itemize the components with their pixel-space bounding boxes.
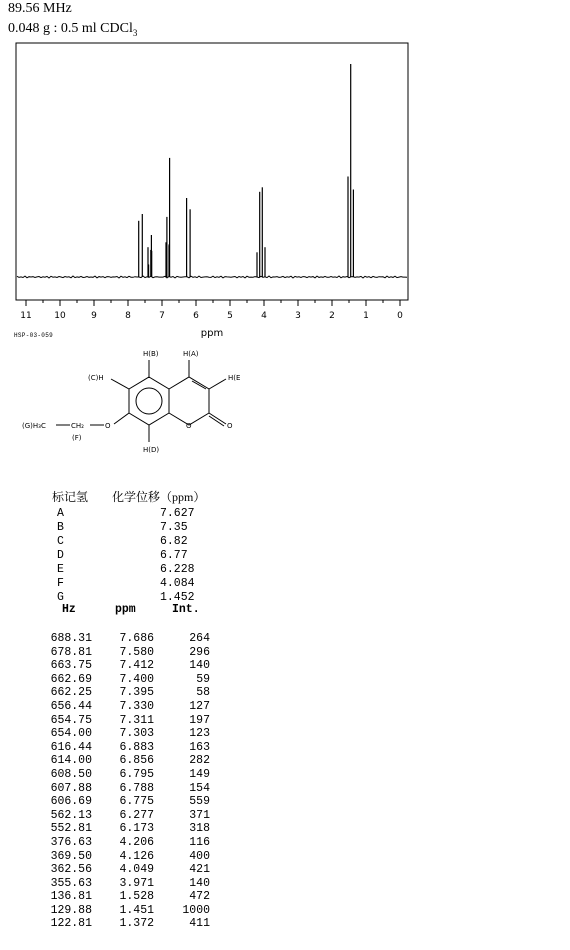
peak-ppm: 6.173: [119, 822, 154, 836]
sample-info-subscript: 3: [132, 27, 138, 38]
peak-ppm: 7.303: [119, 727, 154, 741]
x-tick-label: 9: [91, 311, 97, 321]
peak-ppm: 7.330: [119, 699, 154, 713]
peak-hz: 663.75: [50, 659, 92, 673]
col-ppm: ppm: [115, 603, 136, 616]
label-hd: H(D): [143, 446, 160, 454]
peak-row: [0, 917, 230, 931]
assignment-shift: 6.228: [160, 563, 195, 576]
assignment-label: C: [57, 535, 64, 548]
bond-carbonyl: [209, 413, 226, 424]
peak-row: [0, 890, 230, 904]
assignment-label: D: [57, 549, 64, 562]
assignment-label: G: [57, 591, 64, 604]
structure-labels: [22, 350, 240, 454]
peak-int: 59: [196, 672, 210, 686]
peak-int: 154: [189, 781, 210, 795]
bond-he: [209, 379, 226, 389]
x-tick-label: 1: [363, 311, 369, 321]
peak-hz: 136.81: [50, 890, 92, 904]
assignment-row: [57, 549, 207, 563]
spectrum-code: HSP-03-059: [14, 332, 54, 339]
peak-hz: 654.75: [50, 713, 92, 727]
peak-ppm: 3.971: [119, 876, 154, 890]
label-hc: (C)H: [88, 374, 104, 382]
peak-row: [0, 850, 230, 864]
peak-int: 559: [189, 795, 210, 809]
assignment-shift: 4.084: [160, 577, 195, 590]
peak-hz: 608.50: [50, 767, 92, 781]
label-ch2: CH₂: [71, 422, 84, 430]
peak-hz: 688.31: [50, 632, 92, 645]
peak-ppm: 6.775: [119, 795, 154, 809]
peak-row: [0, 646, 230, 660]
peak-row: [0, 795, 230, 809]
peak-table: [0, 632, 230, 931]
assignment-row: [57, 521, 207, 535]
assignment-table: [57, 507, 207, 605]
peak-ppm: 7.580: [119, 645, 154, 659]
peak-hz: 562.13: [50, 808, 92, 822]
peak-row: [0, 836, 230, 850]
peak-int: 197: [189, 713, 210, 727]
peak-row: [0, 673, 230, 687]
peak-ppm: 6.788: [119, 781, 154, 795]
assignment-header: [52, 488, 206, 505]
pyranone-ring: [169, 377, 209, 425]
peak-row: [0, 686, 230, 700]
peak-ppm: 1.372: [119, 917, 154, 931]
peak-hz: 678.81: [50, 645, 92, 659]
bond-ether: [114, 413, 129, 424]
x-axis-tick-labels: [20, 311, 403, 321]
peak-ppm: 4.126: [119, 849, 154, 863]
peak-hz: 355.63: [50, 876, 92, 890]
peak-int: 127: [189, 699, 210, 713]
x-tick-label: 3: [295, 311, 301, 321]
double-bond-inner: [192, 381, 206, 389]
peak-hz: 656.44: [50, 699, 92, 713]
peak-ppm: 6.795: [119, 767, 154, 781]
peak-ppm: 4.206: [119, 835, 154, 849]
peak-ppm: 7.395: [119, 686, 154, 700]
peak-row: [0, 754, 230, 768]
peak-hz: 654.00: [50, 727, 92, 741]
peak-row: [0, 822, 230, 836]
assignment-col-shift: 化学位移（ppm）: [112, 490, 206, 504]
peak-int: 282: [189, 754, 210, 768]
x-axis-ticks: [26, 300, 400, 306]
plot-frame: [16, 43, 408, 300]
peak-row: [0, 714, 230, 728]
assignment-label: F: [57, 577, 64, 590]
peak-hz: 122.81: [50, 917, 92, 931]
peak-int: 140: [189, 876, 210, 890]
x-tick-label: 4: [261, 311, 267, 321]
peak-ppm: 1.528: [119, 890, 154, 904]
assignment-col-label: 标记氢: [52, 490, 89, 504]
peak-int: 140: [189, 659, 210, 673]
peak-ppm: 7.686: [119, 632, 154, 645]
assignment-label: A: [57, 507, 64, 520]
peak-ppm: 7.400: [119, 672, 154, 686]
peak-ppm: 6.883: [119, 740, 154, 754]
label-he: H(E: [228, 374, 241, 382]
assignment-shift: 6.82: [160, 535, 188, 548]
peak-ppm: 7.311: [119, 713, 154, 727]
peak-hz: 614.00: [50, 754, 92, 768]
assignment-row: [57, 563, 207, 577]
peak-int: 264: [189, 632, 210, 645]
col-hz: Hz: [62, 603, 76, 616]
assignment-row: [57, 535, 207, 549]
x-tick-label: 10: [54, 311, 66, 321]
aromatic-circle: [136, 388, 162, 414]
peak-hz: 662.69: [50, 672, 92, 686]
peak-row: [0, 877, 230, 891]
x-tick-label: 2: [329, 311, 335, 321]
peak-hz: 662.25: [50, 686, 92, 700]
peak-ppm: 6.856: [119, 754, 154, 768]
peak-row: [0, 863, 230, 877]
label-f: (F): [72, 434, 82, 442]
peak-row: [0, 727, 230, 741]
peak-ppm: 1.451: [119, 903, 154, 917]
peak-hz: 607.88: [50, 781, 92, 795]
peak-int: 296: [189, 645, 210, 659]
peak-row: [0, 809, 230, 823]
spectrum-peaks: [139, 64, 354, 277]
x-tick-label: 6: [193, 311, 199, 321]
assignment-row: [57, 577, 207, 591]
x-tick-label: 0: [397, 311, 403, 321]
assignment-shift: 7.35: [160, 521, 188, 534]
benzene-ring: [129, 377, 169, 425]
assignment-shift: 7.627: [160, 507, 195, 520]
peak-row: [0, 700, 230, 714]
peak-row: [0, 659, 230, 673]
peak-int: 318: [189, 822, 210, 836]
peak-ppm: 4.049: [119, 863, 154, 877]
x-axis-label: ppm: [200, 328, 224, 339]
assignment-label: E: [57, 563, 64, 576]
x-tick-label: 7: [159, 311, 165, 321]
peak-hz: 616.44: [50, 740, 92, 754]
peak-hz: 369.50: [50, 849, 92, 863]
peak-int: 411: [189, 917, 210, 931]
peak-hz: 129.88: [50, 903, 92, 917]
peak-int: 58: [196, 686, 210, 700]
peak-row: [0, 632, 230, 646]
peak-int: 421: [189, 863, 210, 877]
peak-row: [0, 768, 230, 782]
peak-ppm: 6.277: [119, 808, 154, 822]
label-carbonyl-oxygen: O: [227, 422, 233, 430]
peak-row: [0, 741, 230, 755]
peak-hz: 552.81: [50, 822, 92, 836]
label-ether-oxygen: O: [105, 422, 111, 430]
assignment-shift: 1.452: [160, 591, 195, 604]
peak-row: [0, 782, 230, 796]
assignment-label: B: [57, 521, 64, 534]
assignment-row: [57, 507, 207, 521]
label-ch3: (G)H₃C: [22, 422, 46, 430]
peak-int: 400: [189, 849, 210, 863]
sample-info-text: 0.048 g : 0.5 ml CDCl: [8, 21, 133, 36]
peak-int: 123: [189, 727, 210, 741]
peak-int: 371: [189, 808, 210, 822]
bond-hc: [111, 379, 129, 389]
peak-int: 163: [189, 740, 210, 754]
x-tick-label: 11: [20, 311, 32, 321]
peak-int: 472: [189, 890, 210, 904]
peak-row: [0, 904, 230, 918]
peak-int: 149: [189, 767, 210, 781]
peak-hz: 376.63: [50, 835, 92, 849]
peak-ppm: 7.412: [119, 659, 154, 673]
peak-hz: 606.69: [50, 795, 92, 809]
label-hb: H(B): [143, 350, 159, 358]
col-int: Int.: [172, 603, 200, 616]
assignment-shift: 6.77: [160, 549, 188, 562]
label-ha: H(A): [183, 350, 199, 358]
peak-hz: 362.56: [50, 863, 92, 877]
x-tick-label: 5: [227, 311, 233, 321]
spectrometer-frequency: 89.56 MHz: [8, 1, 72, 16]
peak-int: 116: [189, 835, 210, 849]
label-ring-oxygen: O: [186, 422, 192, 430]
peak-int: 1000: [182, 903, 210, 917]
x-tick-label: 8: [125, 311, 131, 321]
